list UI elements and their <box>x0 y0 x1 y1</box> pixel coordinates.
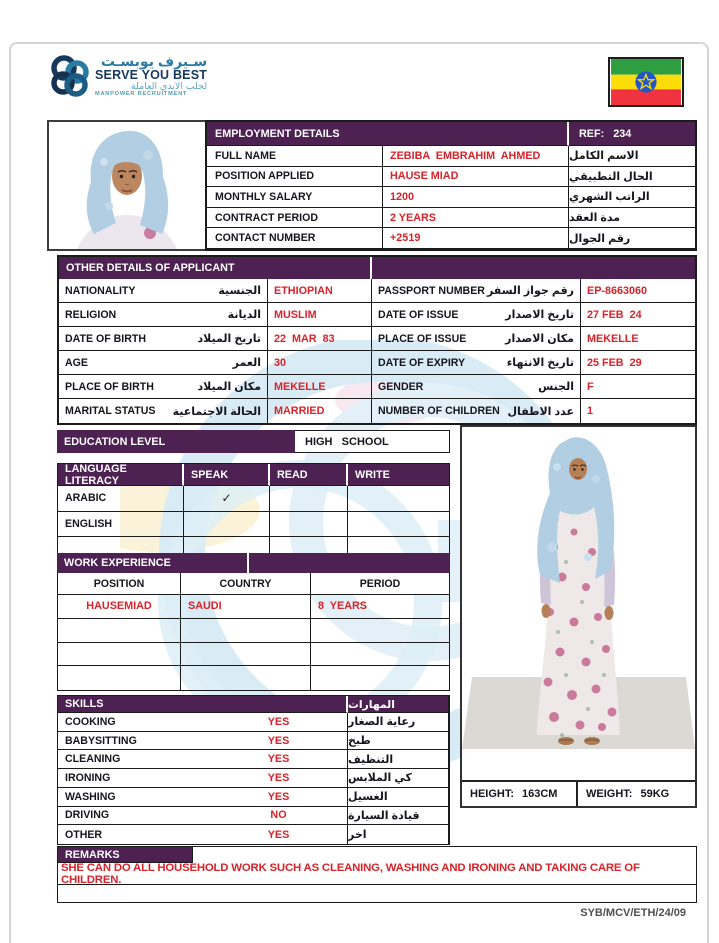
table-cell <box>181 666 311 690</box>
applicant-headshot-photo <box>47 120 207 251</box>
column-header: POSITION <box>58 573 181 595</box>
field-label-arabic: الديانة <box>227 309 261 321</box>
column-header: WRITE <box>348 464 449 486</box>
skill-value: YES <box>210 788 348 807</box>
language-name: ENGLISH <box>58 512 184 538</box>
field-value: MEKELLE <box>268 375 372 399</box>
language-literacy-table <box>57 463 450 564</box>
field-value: 27 FEB 24 <box>581 303 695 327</box>
employment-details-table <box>205 120 697 251</box>
education-level-row <box>57 430 450 453</box>
knot-rings-icon <box>50 50 90 102</box>
field-value: +2519 <box>383 228 569 249</box>
field-value: 22 MAR 83 <box>268 327 372 351</box>
table-cell <box>58 643 181 667</box>
skill-value: YES <box>210 732 348 751</box>
field-label: MONTHLY SALARY <box>207 187 383 208</box>
skill-value: YES <box>210 713 348 732</box>
table-cell <box>270 512 348 538</box>
applicant-fullbody-photo <box>460 425 697 808</box>
field-label-arabic: الجنسية <box>218 285 261 297</box>
field-label: PASSPORT NUMBER <box>378 284 485 297</box>
field-label-arabic: الحال التطبيقي <box>569 167 695 188</box>
field-label-arabic: تاريخ الاصدار <box>505 309 574 321</box>
field-value: 1200 <box>383 187 569 208</box>
table-cell: 8 YEARS <box>311 595 449 619</box>
field-value: MUSLIM <box>268 303 372 327</box>
skill-name: CLEANING <box>58 750 210 769</box>
field-label-arabic: مكان الاصدار <box>505 333 574 345</box>
check-icon: ✓ <box>184 486 270 512</box>
table-cell <box>311 643 449 667</box>
table-cell: SAUDI <box>181 595 311 619</box>
field-value: 30 <box>268 351 372 375</box>
fullbody-figure <box>462 427 695 782</box>
skills-header: SKILLS <box>58 696 348 713</box>
logo-english-title: SERVE YOU BEST <box>95 67 208 82</box>
ethiopia-flag-icon <box>608 57 684 107</box>
field-label-arabic: تاريخ الانتهاء <box>506 357 574 369</box>
field-label: CONTACT NUMBER <box>207 228 383 249</box>
skill-name-arabic: طبخ <box>348 732 449 751</box>
field-label-arabic: الراتب الشهري <box>569 187 695 208</box>
column-header: COUNTRY <box>181 573 311 595</box>
skill-name-arabic: اخر <box>348 825 449 844</box>
field-value: MEKELLE <box>581 327 695 351</box>
employment-details-header: EMPLOYMENT DETAILS <box>207 122 569 146</box>
skill-name: IRONING <box>58 769 210 788</box>
other-details-title: OTHER DETAILS OF APPLICANT <box>59 257 372 279</box>
field-label-arabic: مكان الميلاد <box>197 381 261 393</box>
field-label: NUMBER OF CHILDREN <box>378 405 500 417</box>
work-experience-header <box>57 553 450 573</box>
skill-name: OTHER <box>58 825 210 844</box>
field-label: CONTRACT PERIOD <box>207 208 383 229</box>
logo-arabic-title: سـيرف يوبسـت <box>100 53 208 70</box>
other-details-table <box>57 255 697 425</box>
document-reference-code: SYB/MCV/ETH/24/09 <box>580 907 686 919</box>
ref-number: REF: 234 <box>569 122 695 146</box>
table-cell <box>58 619 181 643</box>
field-value: EP-8663060 <box>581 279 695 303</box>
field-label: POSITION APPLIED <box>207 167 383 188</box>
field-value: ETHIOPIAN <box>268 279 372 303</box>
field-label-arabic: الجنس <box>538 381 574 393</box>
headshot-figure <box>49 122 205 249</box>
education-level-header: EDUCATION LEVEL <box>57 430 295 453</box>
language-name: ARABIC <box>58 486 184 512</box>
skill-name-arabic: كي الملابس <box>348 769 449 788</box>
remarks-text: SHE CAN DO ALL HOUSEHOLD WORK SUCH AS CLEANING, WASHING AND IRONING AND TAKING CARE OF CHILDREN. <box>58 863 696 885</box>
field-value: 1 <box>587 405 594 417</box>
skill-value: YES <box>210 825 348 844</box>
field-label: RELIGION <box>65 308 117 321</box>
field-label: MARITAL STATUS <box>65 405 156 417</box>
column-header: READ <box>270 464 348 486</box>
column-header: LANGUAGE LITERACY <box>58 464 184 486</box>
skills-header-arabic: المهارات <box>348 696 449 713</box>
skill-value: NO <box>210 807 348 826</box>
skill-name-arabic: رعاية الصغار <box>348 713 449 732</box>
agency-logo <box>50 50 207 102</box>
field-label: FULL NAME <box>207 146 383 167</box>
field-value: 2 YEARS <box>383 208 569 229</box>
field-label-arabic: مدة العقد <box>569 208 695 229</box>
table-cell <box>311 666 449 690</box>
work-experience-table <box>57 553 450 691</box>
field-value: HAUSE MIAD <box>383 167 569 188</box>
skill-name-arabic: التنظيف <box>348 750 449 769</box>
field-label: DATE OF BIRTH <box>65 332 147 345</box>
table-cell <box>181 619 311 643</box>
field-label-arabic: عدد الاطفال <box>507 405 574 418</box>
field-label-arabic: رقم الجوال <box>569 228 695 249</box>
work-experience-title: WORK EXPERIENCE <box>64 557 171 569</box>
skill-name-arabic: الغسيل <box>348 788 449 807</box>
field-label: DATE OF EXPIRY <box>378 356 466 369</box>
field-label-arabic: رقم جواز السفر <box>486 285 574 297</box>
table-cell <box>181 643 311 667</box>
logo-arabic-subtitle: لجلب الايدي العاملة <box>130 80 208 92</box>
table-cell: HAUSEMIAD <box>58 595 181 619</box>
skill-name: BABYSITTING <box>58 732 210 751</box>
field-value: 25 FEB 29 <box>581 351 695 375</box>
table-cell <box>184 512 270 538</box>
field-value: ZEBIBA EMBRAHIM AHMED <box>383 146 569 167</box>
field-label: AGE <box>65 356 88 369</box>
table-cell <box>348 512 449 538</box>
skill-value: YES <box>210 769 348 788</box>
weight-value: 59KG <box>640 788 670 800</box>
education-level-value: HIGH SCHOOL <box>295 430 450 453</box>
column-header: SPEAK <box>184 464 270 486</box>
skill-name: COOKING <box>58 713 210 732</box>
remarks-section <box>57 846 697 903</box>
skill-name-arabic: قيادة السيارة <box>348 807 449 826</box>
remarks-header: REMARKS <box>58 847 193 863</box>
field-value: MARRIED <box>268 399 372 423</box>
column-header: PERIOD <box>311 573 449 595</box>
skill-name: DRIVING <box>58 807 210 826</box>
other-details-header <box>59 257 695 279</box>
field-label: DATE OF ISSUE <box>378 308 459 321</box>
field-label-arabic: الحالة الاجتماعية <box>172 405 261 418</box>
field-label: NATIONALITY <box>65 284 136 297</box>
table-cell <box>311 619 449 643</box>
skill-value: YES <box>210 750 348 769</box>
field-label: GENDER <box>378 380 424 393</box>
table-cell <box>348 486 449 512</box>
field-label: PLACE OF BIRTH <box>65 380 154 393</box>
other-details-header-spacer <box>372 257 695 279</box>
weight-label: WEIGHT: <box>586 788 633 800</box>
body-stats-row <box>462 780 695 806</box>
skill-name: WASHING <box>58 788 210 807</box>
field-value: F <box>581 375 695 399</box>
skills-table <box>57 695 450 845</box>
field-label-arabic: تاريخ الميلاد <box>197 333 261 345</box>
height-value: 163CM <box>522 788 558 800</box>
field-label: PLACE OF ISSUE <box>378 332 467 345</box>
table-cell <box>58 666 181 690</box>
header-divider <box>247 553 249 573</box>
table-cell <box>270 486 348 512</box>
height-label: HEIGHT: <box>470 788 514 800</box>
field-label-arabic: الاسم الكامل <box>569 146 695 167</box>
logo-english-subtitle: MANPOWER RECRUITMENT <box>95 90 188 97</box>
field-label-arabic: العمر <box>232 357 261 369</box>
